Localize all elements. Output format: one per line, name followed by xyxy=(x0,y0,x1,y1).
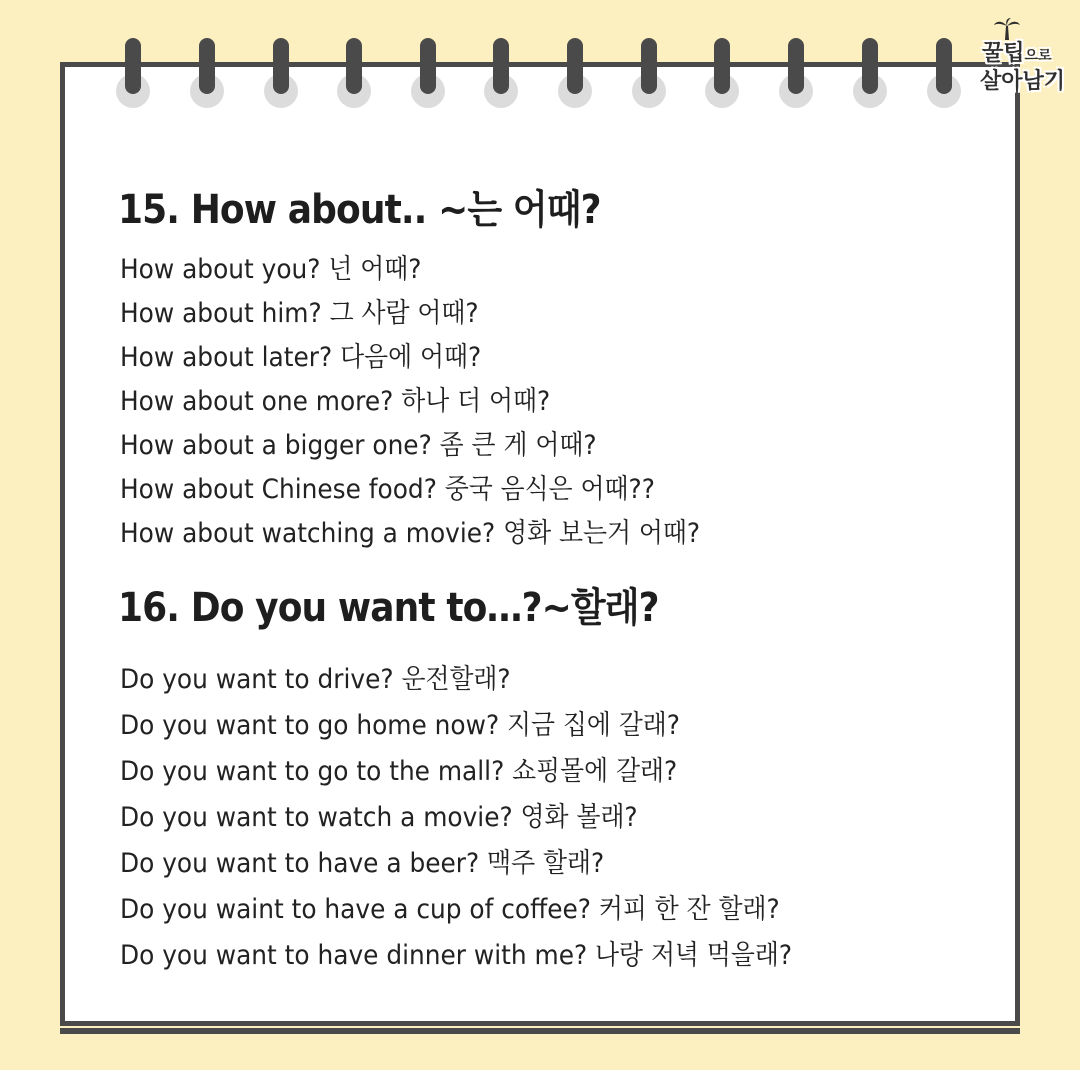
section-16-list xyxy=(120,657,850,979)
phrase-line: How about later? 다음에 어때? xyxy=(120,342,482,373)
spiral-ring xyxy=(558,38,592,108)
phrase-line: How about you? 넌 어때? xyxy=(120,254,422,285)
section-15-title: 15. How about.. ~는 어때? xyxy=(118,187,601,233)
spiral-ring xyxy=(484,38,518,108)
phrase-line: Do you want to have dinner with me? 나랑 저녁 먹을래? xyxy=(120,940,793,971)
spiral-ring xyxy=(779,38,813,108)
phrase-line: How about one more? 하나 더 어때? xyxy=(120,386,551,417)
phrase-line: How about a bigger one? 좀 큰 게 어때? xyxy=(120,430,597,461)
phrase-line: Do you want to go to the mall? 쇼핑몰에 갈래? xyxy=(120,756,678,787)
phrase-line: Do you want to go home now? 지금 집에 갈래? xyxy=(120,710,680,741)
spiral-ring xyxy=(190,38,224,108)
spiral-ring xyxy=(632,38,666,108)
phrase-line: How about Chinese food? 중국 음식은 어때?? xyxy=(120,474,655,505)
phrase-line: Do you want to have a beer? 맥주 할래? xyxy=(120,848,605,879)
spiral-ring xyxy=(705,38,739,108)
phrase-line: How about watching a movie? 영화 보는거 어때? xyxy=(120,518,701,549)
phrase-line: Do you want to watch a movie? 영화 볼래? xyxy=(120,802,638,833)
spiral-ring xyxy=(927,38,961,108)
spiral-ring xyxy=(264,38,298,108)
brand-logo xyxy=(978,18,1070,96)
logo-line-2: 살아남기 xyxy=(980,69,1066,94)
phrase-line: Do you waint to have a cup of coffee? 커피 한 잔 할래? xyxy=(120,894,780,925)
phrase-line: How about him? 그 사람 어때? xyxy=(120,298,479,329)
section-16-title: 16. Do you want to…?~할래? xyxy=(118,585,659,631)
spiral-ring xyxy=(116,38,150,108)
spiral-ring xyxy=(411,38,445,108)
phrase-line: Do you want to drive? 운전할래? xyxy=(120,664,511,695)
spiral-ring xyxy=(337,38,371,108)
section-15-list xyxy=(120,248,751,556)
logo-line-1: 꿀팁으로 xyxy=(982,41,1052,66)
paper-bottom-edge xyxy=(60,1028,1020,1034)
spiral-ring xyxy=(853,38,887,108)
